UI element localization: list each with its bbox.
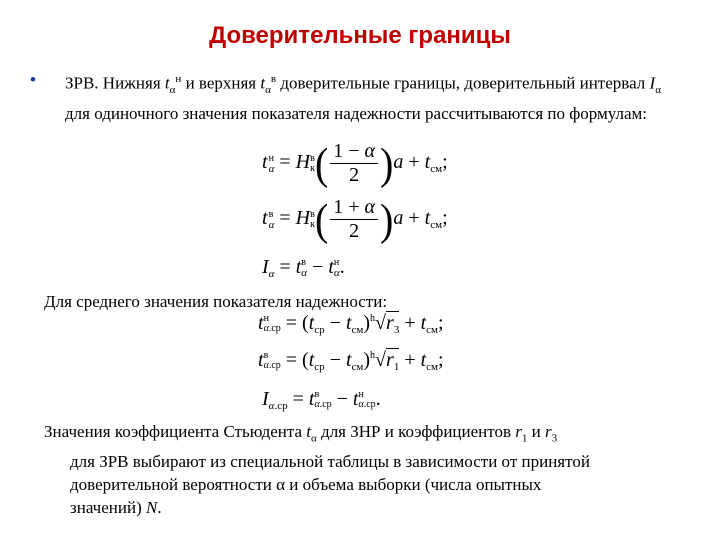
formula-lower-bound: t н α = H в к ( $\frac{1 - \alpha}{2}$ )$a + t_{см}$; xyxy=(262,138,448,188)
formula-mean-lower: t н α.ср = $(t_{ср} - t_{см})^h√r_3 + t_{см}$; xyxy=(258,312,444,336)
formula-mean-interval: $I_{\alpha.ср} = t$ в α.ср − t н α.ср . xyxy=(262,388,381,412)
formula-upper-bound: t в α = H в к ( $\frac{1 + \alpha}{2}$ )$a + t_{см}$; xyxy=(262,194,448,244)
mean-heading: Для среднего значения показателя надежности: xyxy=(44,292,388,311)
bullet-icon: • xyxy=(30,70,36,89)
intro-text: ЗРВ. Нижняя $t_\alpha^н$ и верхняя $t_\alpha^в$ доверительные границы, доверительный интервал $I_\alpha$ для одиночного значения показателя надежности рассчитываются по формулам: xyxy=(65,73,661,124)
slide-title: Доверительные границы xyxy=(209,22,511,49)
formula-interval: $I_\alpha = t$ в α − t н α . xyxy=(262,256,345,280)
footer-paragraph: Значения коэффициента Стьюдента $t_\alpha$ для ЗНР и коэффициентов $r_1$ и $r_3$ для ЗРВ выбирают из специальной таблицы в зависимости от принятой доверительной вероятности α и объема выборки (числа опытных значений) N. xyxy=(44,422,590,518)
formula-mean-upper: t в α.ср = $(t_{ср} - t_{см})^h√r_1 + t_{см}$; xyxy=(258,349,444,373)
intro-paragraph xyxy=(30,68,690,125)
